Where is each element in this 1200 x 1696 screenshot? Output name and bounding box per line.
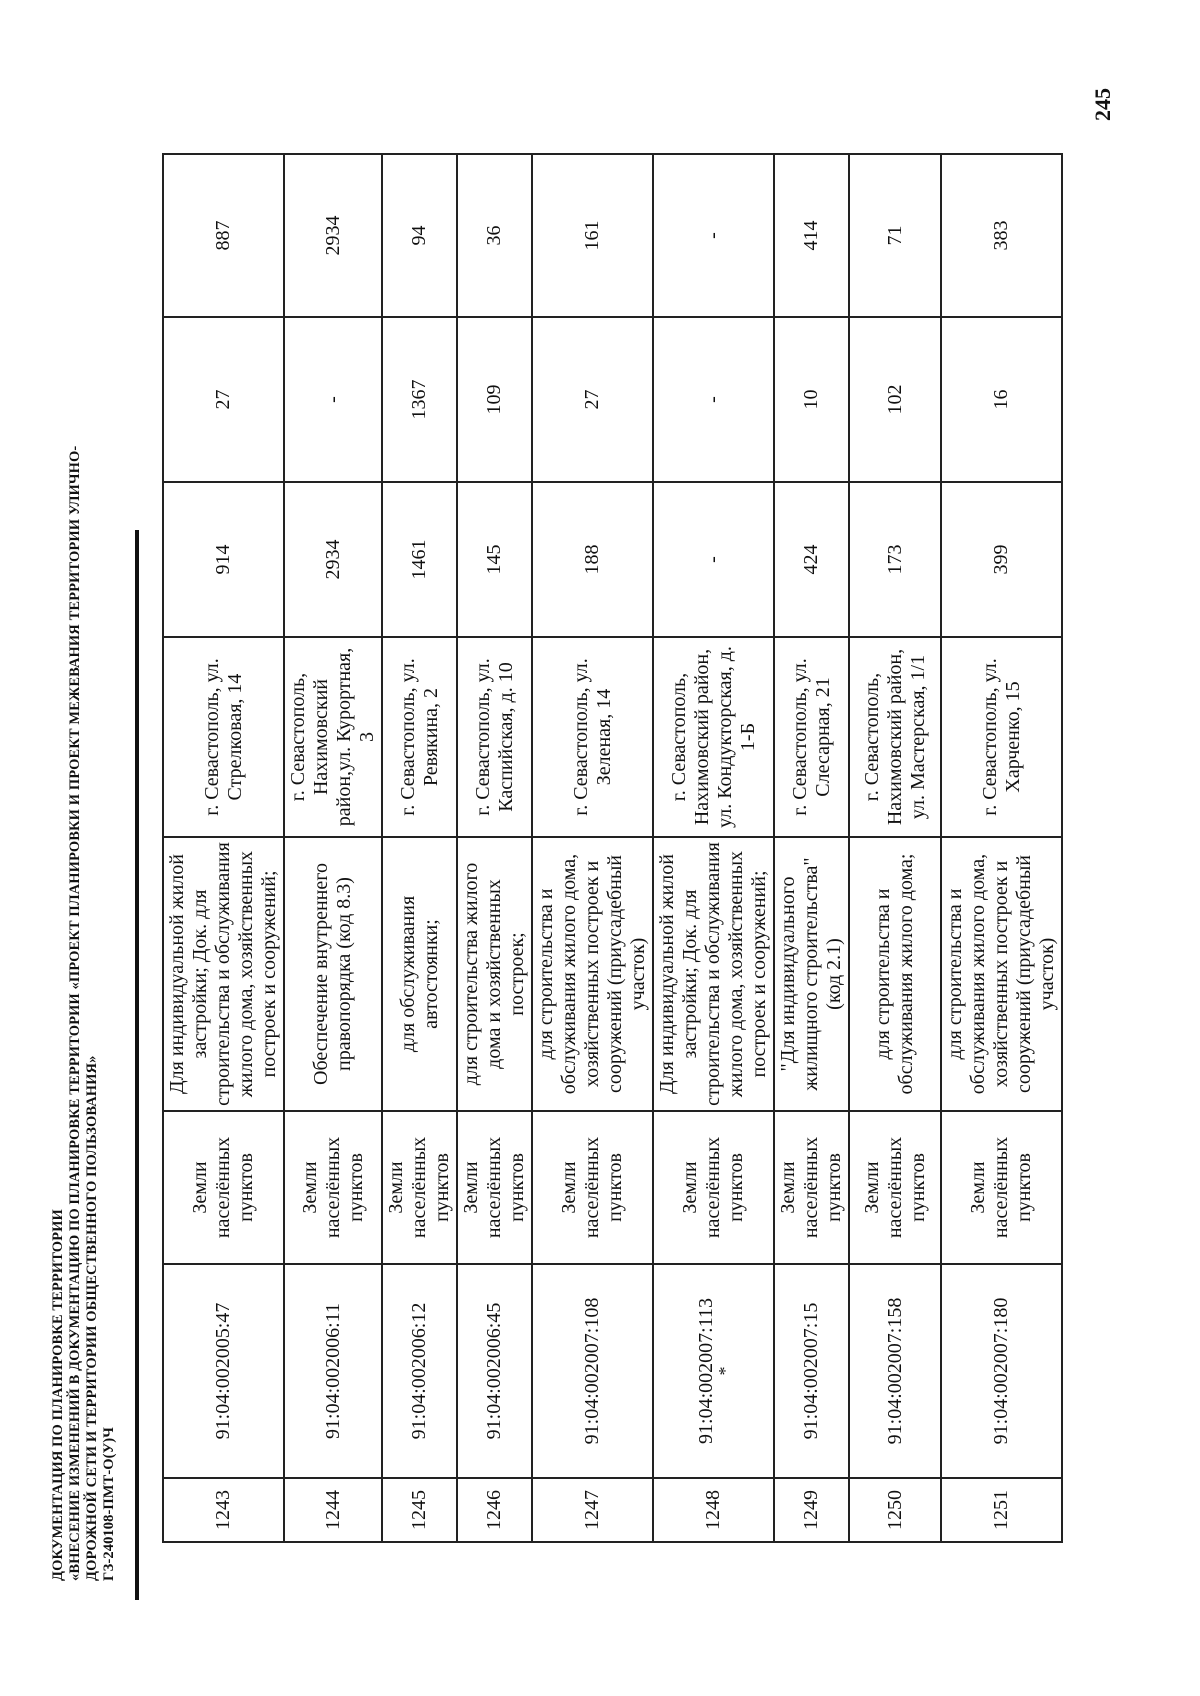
cadastral-number: 91:04:002007:15: [774, 1264, 849, 1478]
address: г. Севастополь, ул. Слесарная, 21: [774, 637, 849, 837]
table-row: [284, 154, 382, 1542]
asterisk-marker: *: [715, 1366, 735, 1376]
page-number: 245: [1090, 88, 1115, 121]
address: г. Севастополь, ул. Зеленая, 14: [532, 637, 653, 837]
area-value-b: -: [284, 317, 382, 482]
land-category: Земли населённых пунктов: [941, 1111, 1062, 1264]
table-row: [941, 154, 1062, 1542]
table-row: [532, 154, 653, 1542]
area-value-b: 10: [774, 317, 849, 482]
document-header: [50, 81, 118, 1581]
table-row: [163, 154, 284, 1542]
permitted-use: для строительства и обслуживания жилого дома;: [849, 837, 941, 1111]
header-line: «ВНЕСЕНИЕ ИЗМЕНЕНИЙ В ДОКУМЕНТАЦИЮ ПО ПЛАНИРОВКЕ ТЕРРИТОРИИ «ПРОЕКТ ПЛАНИРОВКИ И ПРОЕКТ МЕЖЕВАНИЯ ТЕРРИТОРИИ УЛИЧНО-: [67, 445, 83, 1581]
address: г. Севастополь, ул. Стрелковая, 14: [163, 637, 284, 837]
row-number: 1245: [382, 1478, 457, 1542]
cadastral-number: 91:04:002007:158: [849, 1264, 941, 1478]
area-value-a: 2934: [284, 482, 382, 637]
area-value-c: 71: [849, 154, 941, 317]
table-row: [653, 154, 774, 1542]
area-value-a: 1461: [382, 482, 457, 637]
header-line: ГЗ-240108-ПМТ-О(У)Ч: [101, 1427, 117, 1581]
area-value-a: 399: [941, 482, 1062, 637]
land-plots-table: [162, 153, 1063, 1543]
table-row: [849, 154, 941, 1542]
area-value-c: 94: [382, 154, 457, 317]
cadastral-number: 91:04:002007:108: [532, 1264, 653, 1478]
header-divider: [135, 530, 139, 1600]
area-value-c: 887: [163, 154, 284, 317]
cadastral-number: 91:04:002007:113: [695, 1298, 717, 1444]
area-value-c: 2934: [284, 154, 382, 317]
land-category: Земли населённых пунктов: [653, 1111, 774, 1264]
area-value-a: 173: [849, 482, 941, 637]
permitted-use: Обеспечение внутреннего правопорядка (код 8.3): [284, 837, 382, 1111]
row-number: 1248: [653, 1478, 774, 1542]
table-row: [382, 154, 457, 1542]
permitted-use: Для индивидуальной жилой застройки; Док. для строительства и обслуживания жилого дома, хозяйственных построек и сооружений;: [163, 837, 284, 1111]
table-row: [774, 154, 849, 1542]
permitted-use: Для индивидуальной жилой застройки; Док. для строительства и обслуживания жилого дома, хозяйственных построек и сооружений;: [653, 837, 774, 1111]
row-number: 1249: [774, 1478, 849, 1542]
area-value-c: 161: [532, 154, 653, 317]
land-category: Земли населённых пунктов: [163, 1111, 284, 1264]
area-value-b: 109: [457, 317, 532, 482]
row-number: 1243: [163, 1478, 284, 1542]
area-value-c: 383: [941, 154, 1062, 317]
area-value-b: 27: [532, 317, 653, 482]
area-value-b: 1367: [382, 317, 457, 482]
area-value-b: 27: [163, 317, 284, 482]
cadastral-number: 91:04:002006:45: [457, 1264, 532, 1478]
address: г. Севастополь, ул. Ревякина, 2: [382, 637, 457, 837]
permitted-use: для строительства жилого дома и хозяйственных построек;: [457, 837, 532, 1111]
cadastral-number: 91:04:002005:47: [163, 1264, 284, 1478]
land-category: Земли населённых пунктов: [284, 1111, 382, 1264]
cadastral-number: 91:04:002007:180: [941, 1264, 1062, 1478]
area-value-a: -: [653, 482, 774, 637]
permitted-use: для обслуживания автостоянки;: [382, 837, 457, 1111]
area-value-c: 414: [774, 154, 849, 317]
address: г. Севастополь, ул. Харченко, 15: [941, 637, 1062, 837]
cadastral-number: 91:04:002006:11: [284, 1264, 382, 1478]
address: г. Севастополь, ул. Каспийская, д. 10: [457, 637, 532, 837]
permitted-use: для строительства и обслуживания жилого дома, хозяйственных построек и сооружений (приусадебный участок): [532, 837, 653, 1111]
area-value-c: -: [653, 154, 774, 317]
permitted-use: для строительства и обслуживания жилого дома, хозяйственных построек и сооружений (приусадебный участок): [941, 837, 1062, 1111]
address: г. Севастополь, Нахимовский район, ул. Кондукторская, д. 1-Б: [653, 637, 774, 837]
permitted-use: "Для индивидуального жилищного строительства" (код 2.1): [774, 837, 849, 1111]
land-category: Земли населённых пунктов: [774, 1111, 849, 1264]
cadastral-cell: [653, 1264, 774, 1478]
area-value-b: 102: [849, 317, 941, 482]
area-value-b: 16: [941, 317, 1062, 482]
area-value-a: 145: [457, 482, 532, 637]
land-category: Земли населённых пунктов: [382, 1111, 457, 1264]
header-line: ДОРОЖНОЙ СЕТИ И ТЕРРИТОРИИ ОБЩЕСТВЕННОГО ПОЛЬЗОВАНИЯ»: [84, 1055, 100, 1581]
row-number: 1251: [941, 1478, 1062, 1542]
row-number: 1244: [284, 1478, 382, 1542]
area-value-a: 914: [163, 482, 284, 637]
area-value-b: -: [653, 317, 774, 482]
table-row: [457, 154, 532, 1542]
row-number: 1247: [532, 1478, 653, 1542]
address: г. Севастополь, Нахимовский район,ул. Курортная, 3: [284, 637, 382, 837]
area-value-c: 36: [457, 154, 532, 317]
cadastral-number: 91:04:002006:12: [382, 1264, 457, 1478]
header-line: ДОКУМЕНТАЦИЯ ПО ПЛАНИРОВКЕ ТЕРРИТОРИИ: [50, 1209, 66, 1581]
land-category: Земли населённых пунктов: [457, 1111, 532, 1264]
land-category: Земли населённых пунктов: [849, 1111, 941, 1264]
row-number: 1246: [457, 1478, 532, 1542]
area-value-a: 424: [774, 482, 849, 637]
land-category: Земли населённых пунктов: [532, 1111, 653, 1264]
address: г. Севастополь, Нахимовский район, ул. Мастерская, 1/1: [849, 637, 941, 837]
area-value-a: 188: [532, 482, 653, 637]
row-number: 1250: [849, 1478, 941, 1542]
